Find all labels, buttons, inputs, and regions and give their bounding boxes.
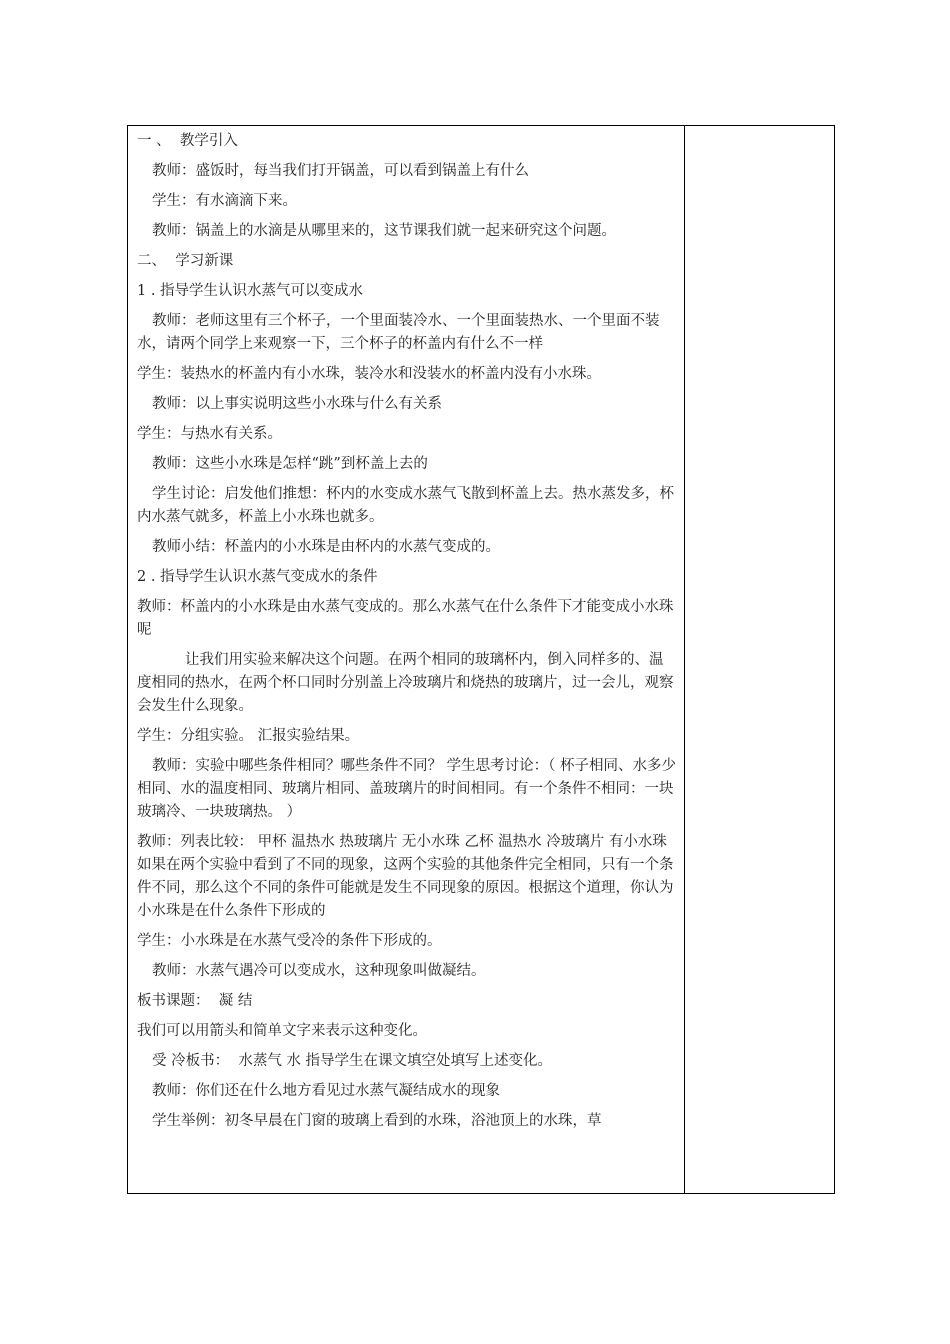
paragraph: 学生：与热水有关系。 bbox=[137, 426, 282, 442]
paragraph: 教师：老师这里有三个杯子，一个里面装冷水、一个里面装热水、一个里面不装水，请两个同学上来观察一下，三个杯子的杯盖内有什么不一样 bbox=[137, 313, 660, 352]
paragraph: 教师：你们还在什么地方看见过水蒸气凝结成水的现象 bbox=[152, 1083, 500, 1099]
paragraph: 学生举例：初冬早晨在门窗的玻璃上看到的水珠，浴池顶上的水珠，草 bbox=[152, 1113, 602, 1129]
paragraph: 我们可以用箭头和简单文字来表示这种变化。 bbox=[137, 1023, 427, 1039]
paragraph: 教师：以上事实说明这些小水珠与什么有关系 bbox=[152, 396, 442, 412]
paragraph: 学生：分组实验。 汇报实验结果。 bbox=[137, 728, 360, 744]
paragraph: 教师：列表比较： 甲杯 温热水 热玻璃片 无小水珠 乙杯 温热水 冷玻璃片 有小水珠如果在两个实验中看到了不同的现象，这两个实验的其他条件完全相同，只有一个条件不同，那么这个不同的条件可能就是发生不同现象的原因。根据这个道理，你认为小水珠是在什么条件下形成的 bbox=[137, 834, 674, 919]
paragraph: 受 冷板书： 水蒸气 水 指导学生在课文填空处填写上述变化。 bbox=[152, 1053, 553, 1069]
paragraph: 让我们用实验来解决这个问题。在两个相同的玻璃杯内，倒入同样多的、温度相同的热水，在两个杯口同时分别盖上冷玻璃片和烧热的玻璃片，过一会儿，观察会发生什么现象。 bbox=[137, 652, 674, 714]
paragraph: 学生：小水珠是在水蒸气受冷的条件下形成的。 bbox=[137, 933, 442, 949]
subsection-heading: 1 . 指导学生认识水蒸气可以变成水 bbox=[137, 283, 364, 299]
paragraph: 学生讨论：启发他们推想：杯内的水变成水蒸气飞散到杯盖上去。热水蒸发多，杯内水蒸气就多，杯盖上小水珠也就多。 bbox=[137, 486, 674, 525]
paragraph: 教师：锅盖上的水滴是从哪里来的，这节课我们就一起来研究这个问题。 bbox=[152, 223, 616, 239]
section-heading: 二、 学习新课 bbox=[137, 253, 234, 269]
lesson-cell-content bbox=[137, 130, 677, 1133]
subsection-heading: 2 . 指导学生认识水蒸气变成水的条件 bbox=[137, 569, 378, 585]
column-divider bbox=[684, 126, 685, 1193]
paragraph: 教师：杯盖内的小水珠是由水蒸气变成的。那么水蒸气在什么条件下才能变成小水珠呢 bbox=[137, 599, 674, 638]
lesson-table bbox=[127, 125, 835, 1194]
paragraph: 一 、 教学引入 bbox=[137, 133, 238, 149]
paragraph: 教师：水蒸气遇冷可以变成水，这种现象叫做凝结。 bbox=[152, 963, 486, 979]
paragraph: 教师：实验中哪些条件相同？哪些条件不同？ 学生思考讨论：（ 杯子相同、水多少相同、水的温度相同、玻璃片相同、盖玻璃片的时间相同。有一个条件不相同：一块玻璃冷、一块玻璃热。 ） bbox=[137, 758, 676, 820]
paragraph: 教师：盛饭时，每当我们打开锅盖，可以看到锅盖上有什么 bbox=[152, 163, 529, 179]
paragraph: 教师小结：杯盖内的小水珠是由杯内的水蒸气变成的。 bbox=[152, 539, 500, 555]
paragraph: 板书课题： 凝 结 bbox=[137, 993, 253, 1009]
paragraph: 教师：这些小水珠是怎样“跳”到杯盖上去的 bbox=[152, 456, 428, 472]
paragraph: 学生：有水滴滴下来。 bbox=[152, 193, 297, 209]
paragraph: 学生：装热水的杯盖内有小水珠，装冷水和没装水的杯盖内没有小水珠。 bbox=[137, 366, 601, 382]
